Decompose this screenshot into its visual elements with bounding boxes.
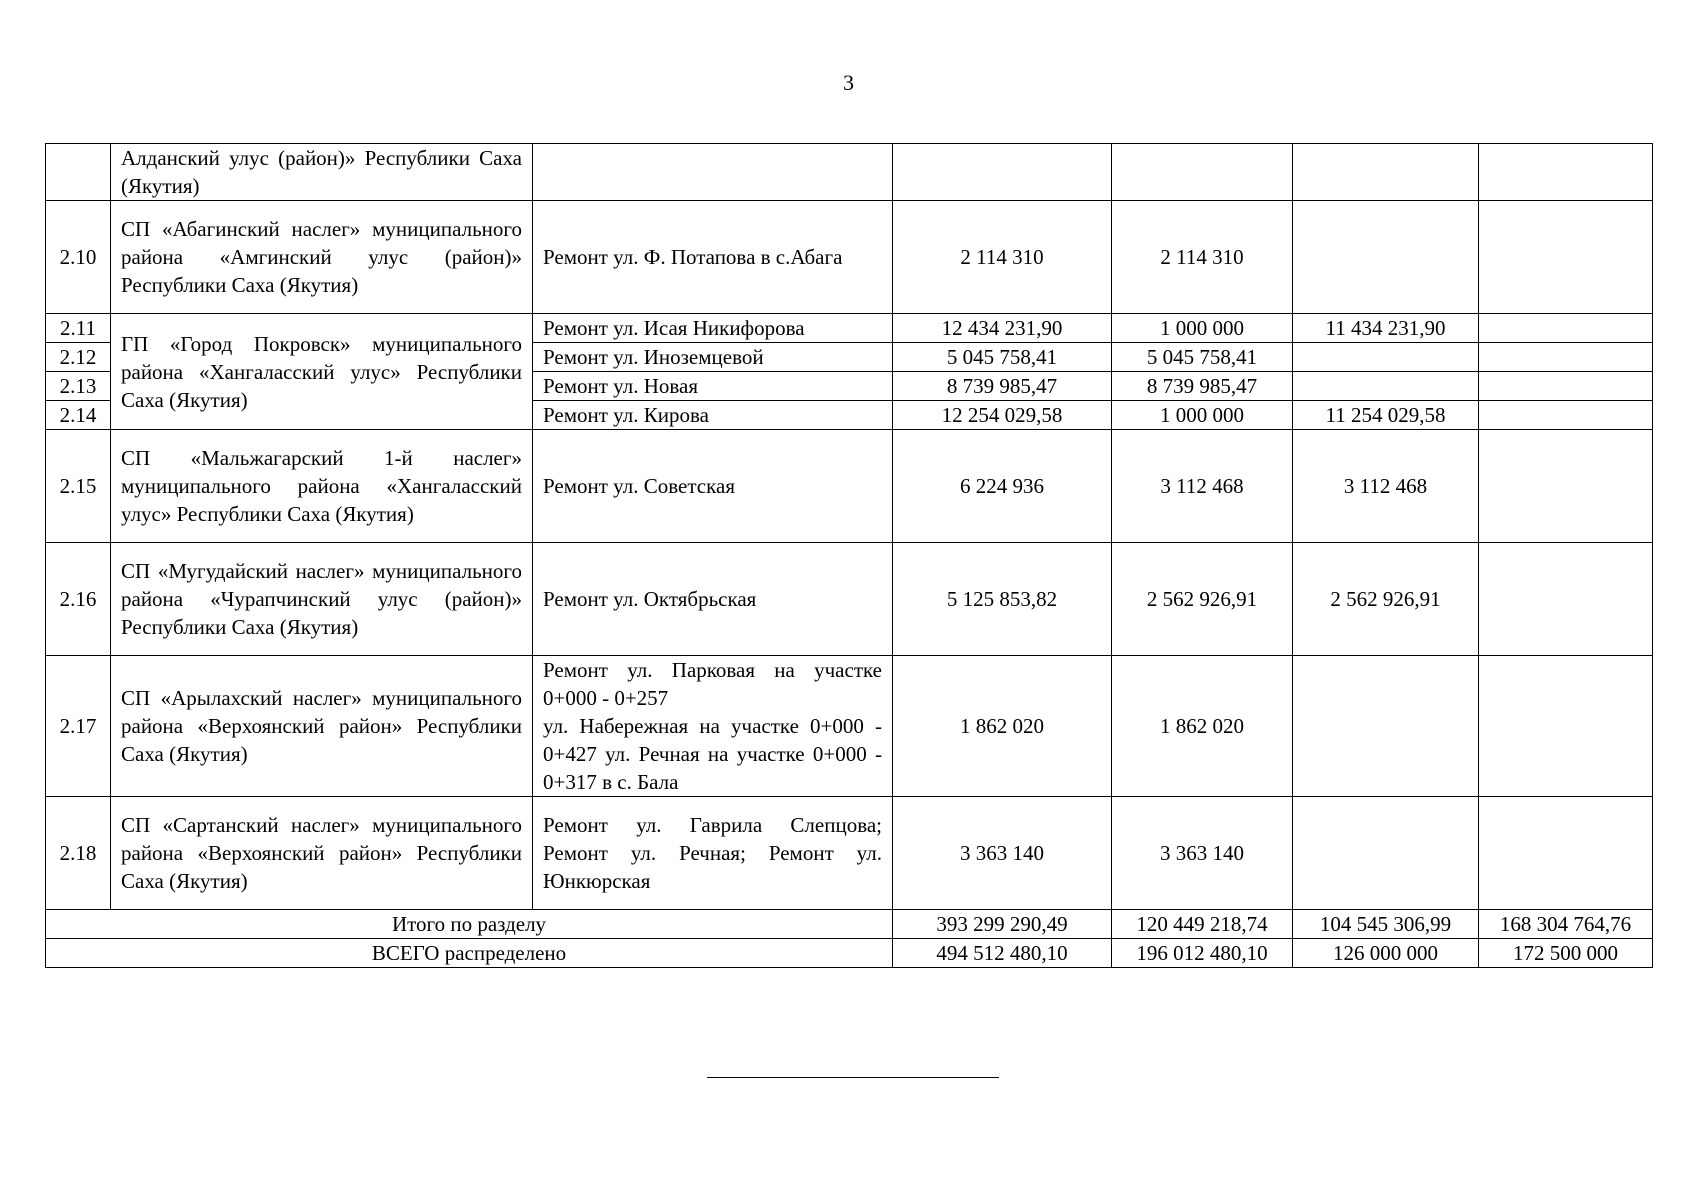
amount-col1: 3 363 140 [1112,797,1293,910]
amount-col1: 3 112 468 [1112,430,1293,543]
amount-col2 [1293,201,1479,314]
amount-total [893,144,1112,201]
amount-col1: 120 449 218,74 [1112,910,1293,939]
section-total-row [46,910,1653,939]
end-divider [707,1077,999,1078]
amount-col1: 1 000 000 [1112,314,1293,343]
table-row [46,656,1653,797]
amount-total: 393 299 290,49 [893,910,1112,939]
row-number: 2.17 [46,656,111,797]
row-number: 2.18 [46,797,111,910]
amount-total: 5 045 758,41 [893,343,1112,372]
work-cell: Ремонт ул. Октябрьская [533,543,893,656]
row-number: 2.15 [46,430,111,543]
amount-col2 [1293,144,1479,201]
amount-total: 12 434 231,90 [893,314,1112,343]
amount-col3: 172 500 000 [1479,939,1653,968]
amount-col3 [1479,401,1653,430]
amount-col3 [1479,372,1653,401]
work-cell: Ремонт ул. Иноземцевой [533,343,893,372]
table-row [46,430,1653,543]
recipient-cell: СП «Абагинский наслег» муниципального района «Амгинский улус (район)» Республики Саха (Якутия) [111,201,533,314]
recipient-cell: ГП «Город Покровск» муниципального района «Хангаласский улус» Республики Саха (Якутия) [111,314,533,430]
work-cell: Ремонт ул. Советская [533,430,893,543]
table-row [46,797,1653,910]
work-line: ул. Набережная на участке 0+000 - 0+427 ул. Речная на участке 0+000 - 0+317 в с. Бала [543,714,882,794]
amount-col2 [1293,343,1479,372]
amount-total: 3 363 140 [893,797,1112,910]
amount-col1: 2 114 310 [1112,201,1293,314]
page-number: 3 [843,70,854,95]
recipient-cell: СП «Мугудайский наслег» муниципального района «Чурапчинский улус (район)» Республики Саха (Якутия) [111,543,533,656]
amount-col1: 1 862 020 [1112,656,1293,797]
row-number: 2.14 [46,401,111,430]
amount-col2 [1293,797,1479,910]
amount-col3 [1479,543,1653,656]
recipient-cell: СП «Арылахский наслег» муниципального района «Верхоянский район» Республики Саха (Якутия) [111,656,533,797]
work-cell: Ремонт ул. Ф. Потапова в с.Абага [533,201,893,314]
amount-col3 [1479,430,1653,543]
amount-col2: 2 562 926,91 [1293,543,1479,656]
amount-col1: 1 000 000 [1112,401,1293,430]
amount-col3 [1479,314,1653,343]
amount-col2: 104 545 306,99 [1293,910,1479,939]
amount-col2: 126 000 000 [1293,939,1479,968]
work-cell [533,144,893,201]
table-row [46,201,1653,314]
amount-col2 [1293,372,1479,401]
row-number: 2.16 [46,543,111,656]
row-number [46,144,111,201]
work-cell [533,656,893,797]
work-cell: Ремонт ул. Исая Никифорова [533,314,893,343]
amount-col3 [1479,144,1653,201]
amount-col3 [1479,797,1653,910]
row-number: 2.12 [46,343,111,372]
amount-col1: 8 739 985,47 [1112,372,1293,401]
grand-total-row [46,939,1653,968]
table-row [46,314,1653,343]
row-number: 2.13 [46,372,111,401]
amount-col3: 168 304 764,76 [1479,910,1653,939]
amount-col3 [1479,656,1653,797]
work-cell: Ремонт ул. Новая [533,372,893,401]
row-number: 2.11 [46,314,111,343]
work-line: Ремонт ул. Парковая на участке 0+000 - 0+257 [543,658,882,710]
recipient-cell: СП «Сартанский наслег» муниципального района «Верхоянский район» Республики Саха (Якутия) [111,797,533,910]
work-cell: Ремонт ул. Гаврила Слепцова; Ремонт ул. Речная; Ремонт ул. Юнкюрская [533,797,893,910]
amount-total: 6 224 936 [893,430,1112,543]
amount-col1 [1112,144,1293,201]
section-total-label: Итого по разделу [46,910,893,939]
recipient-cell: СП «Мальжагарский 1-й наслег» муниципального района «Хангаласский улус» Республики Саха (Якутия) [111,430,533,543]
amount-total: 12 254 029,58 [893,401,1112,430]
row-number: 2.10 [46,201,111,314]
grand-total-label: ВСЕГО распределено [46,939,893,968]
amount-total: 494 512 480,10 [893,939,1112,968]
amount-total: 2 114 310 [893,201,1112,314]
recipient-cell: Алданский улус (район)» Республики Саха (Якутия) [111,144,533,201]
amount-col1: 5 045 758,41 [1112,343,1293,372]
amount-col2: 3 112 468 [1293,430,1479,543]
amount-col3 [1479,201,1653,314]
amount-total: 1 862 020 [893,656,1112,797]
amount-col2 [1293,656,1479,797]
amount-total: 8 739 985,47 [893,372,1112,401]
amount-col2: 11 254 029,58 [1293,401,1479,430]
work-cell: Ремонт ул. Кирова [533,401,893,430]
allocation-table [45,143,1653,968]
amount-col1: 196 012 480,10 [1112,939,1293,968]
amount-col3 [1479,343,1653,372]
amount-col2: 11 434 231,90 [1293,314,1479,343]
table-row [46,144,1653,201]
amount-total: 5 125 853,82 [893,543,1112,656]
amount-col1: 2 562 926,91 [1112,543,1293,656]
table-row [46,543,1653,656]
